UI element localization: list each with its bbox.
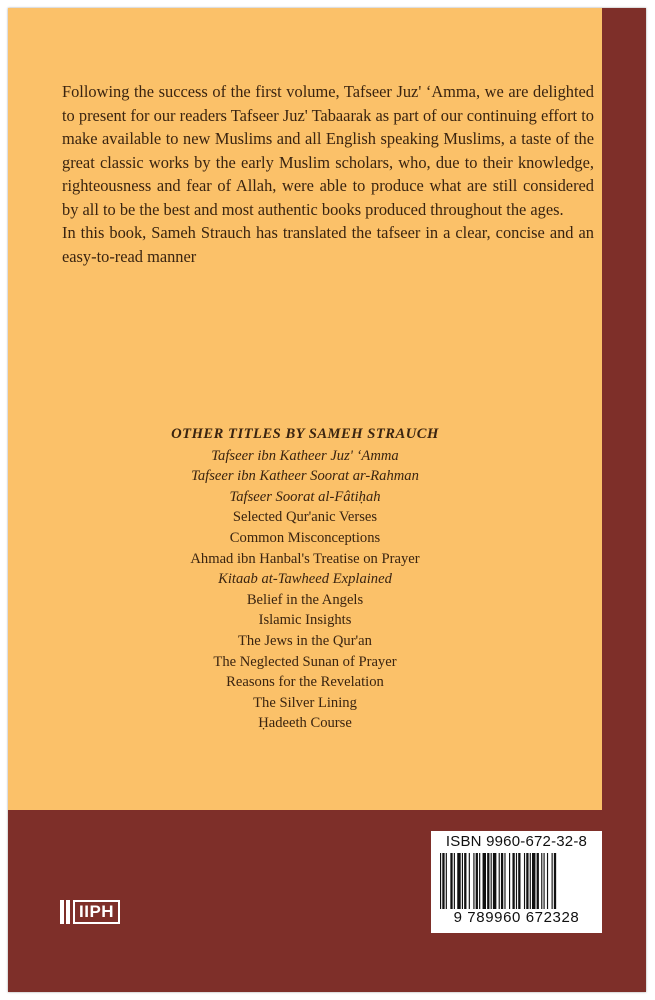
isbn-label: ISBN 9960-672-32-8 [445,833,588,850]
blurb [62,80,594,268]
barcode-icon [440,853,593,909]
blurb-paragraph-2: In this book, Sameh Strauch has translated the tafseer in a clear, concise and an easy-to-read manner [62,223,594,266]
title-item: Tafseer Soorat al-Fâtiḥah [229,488,381,505]
title-item: Ḥadeeth Course [258,715,352,732]
logo-bars-icon [60,900,72,924]
publisher-logo [60,900,120,924]
title-item: Tafseer ibn Katheer Juz' ‘Amma [211,447,399,464]
logo-text: IIPH [73,900,120,924]
blurb-paragraph-1: Following the success of the first volume, Tafseer Juz' ‘Amma, we are delighted to present for our readers Tafseer Juz' Tabaarak as part of our continuing effort to make available to new Muslims and all English speaking Muslims, a taste of the great classic works by the early Muslim scholars, who, due to their knowledge, righteousness and fear of Allah, were able to produce what are still considered by all to be the best and most authentic books produced throughout the ages. [62,82,594,219]
title-item: Kitaab at-Tawheed Explained [218,571,392,588]
isbn-barcode-box [431,831,602,933]
title-item: Common Misconceptions [229,529,381,546]
title-item: Selected Qur'anic Verses [232,509,378,526]
title-item: The Neglected Sunan of Prayer [213,653,397,670]
title-item: Reasons for the Revelation [226,674,384,691]
title-item: Islamic Insights [258,612,352,629]
title-item: Belief in the Angels [246,591,364,608]
title-item: Tafseer ibn Katheer Soorat ar-Rahman [191,468,419,485]
barcode-digits: 9 789960 672328 [453,909,580,926]
title-item: Ahmad ibn Hanbal's Treatise on Prayer [190,550,420,567]
other-titles-heading: OTHER TITLES BY SAMEH STRAUCH [171,426,439,442]
title-item: The Jews in the Qur'an [238,632,372,649]
other-titles-list [8,424,602,734]
title-item: The Silver Lining [253,694,357,711]
